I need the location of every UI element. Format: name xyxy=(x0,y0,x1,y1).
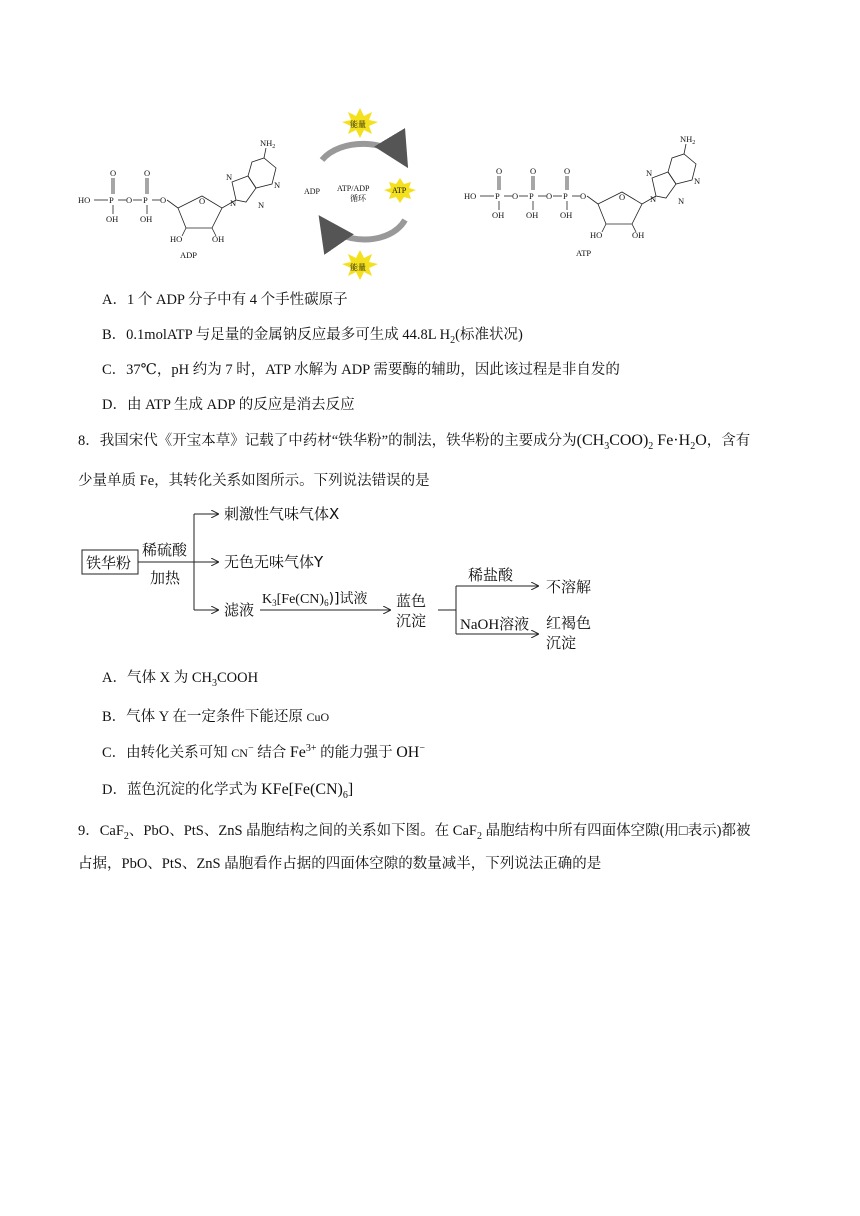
q7-option-b: B．0.1molATP 与足量的金属钠反应最多可生成 44.8L $H_2$(标准状况) xyxy=(102,327,523,346)
adp-oh1: OH xyxy=(106,214,119,224)
atp-molecule xyxy=(480,144,696,232)
adp-n7: N xyxy=(226,172,233,182)
atp-o3: O xyxy=(564,166,571,176)
adp-o2: O xyxy=(144,168,151,178)
atp-adp-figure xyxy=(60,108,780,280)
q8-stem-line1: 8．我国宋代《开宝本草》记载了中药材“铁华粉”的制法，铁华粉的主要成分为$(CH_3COO)_2$ $Fe\cdot H_2O$，含有 xyxy=(78,432,751,453)
adp-n1: N xyxy=(274,180,281,190)
flow-out-x: 刺激性气味气体X xyxy=(224,505,340,523)
atp-o2: O xyxy=(530,166,537,176)
atp-ring-o: O xyxy=(619,192,626,202)
adp-n9: N xyxy=(230,198,237,208)
atp-o-bridge1: O xyxy=(512,191,519,201)
atp-p3: P xyxy=(563,191,568,201)
q7-option-d: D．由 ATP 生成 ADP 的反应是消去反应 xyxy=(102,397,355,413)
flow-naoh: NaOH溶液 xyxy=(460,617,530,633)
energy-top-label: 能量 xyxy=(350,120,366,129)
flow-hcl: 稀盐酸 xyxy=(468,566,514,584)
cycle-adp-label: ADP xyxy=(304,187,321,196)
q8-option-d: D．蓝色沉淀的化学式为 $KFe[Fe(CN)_6]$ xyxy=(102,781,354,802)
atp-ring-ho: HO xyxy=(590,230,603,240)
adp-oh2: OH xyxy=(140,214,153,224)
adp-ho: HO xyxy=(78,195,91,205)
flow-filtrate: 滤液 xyxy=(224,601,255,619)
adp-o3: O xyxy=(160,195,167,205)
cycle-atp-label: ATP xyxy=(392,186,407,195)
atp-oh2: OH xyxy=(526,210,539,220)
adp-o-bridge: O xyxy=(126,195,133,205)
atp-n7: N xyxy=(646,168,653,178)
atp-ring-oh: OH xyxy=(632,230,645,240)
flow-k3-reagent: $K_3[Fe(CN)_6)$]试液 xyxy=(262,591,368,608)
q8-option-a: A．气体 X 为 $CH_3COOH$ xyxy=(102,670,259,689)
adp-o1: O xyxy=(110,168,117,178)
atp-o1: O xyxy=(496,166,503,176)
atp-o4: O xyxy=(580,191,587,201)
adp-ring-oh: OH xyxy=(212,234,225,244)
cycle-center-1: ATP/ADP xyxy=(337,184,370,193)
flow-insoluble: 不溶解 xyxy=(546,578,592,596)
atp-n1: N xyxy=(694,176,701,186)
atp-n3: N xyxy=(678,196,685,206)
flow-out-y: 无色无味气体Y xyxy=(224,553,324,571)
adp-molecule xyxy=(94,148,276,236)
adp-ring-ho: HO xyxy=(170,234,183,244)
adp-nh2: $NH_2$ xyxy=(260,138,276,150)
atp-n9: N xyxy=(650,194,657,204)
atp-nh2: $NH_2$ xyxy=(680,134,696,146)
q7-option-a: A．1 个 ADP 分子中有 4 个手性碳原子 xyxy=(102,292,348,308)
atp-o-bridge2: O xyxy=(546,191,553,201)
flow-red-2: 沉淀 xyxy=(546,634,577,652)
flow-blue-2: 沉淀 xyxy=(396,612,427,630)
q9-stem-line1: 9．CaF$_2$、PbO、PtS、ZnS 晶胞结构之间的关系如下图。在 CaF$_2$ 晶胞结构中所有四面体空隙(用□表示)都被 xyxy=(78,823,751,842)
atp-p1: P xyxy=(495,191,500,201)
adp-n3: N xyxy=(258,200,265,210)
atp-oh1: OH xyxy=(492,210,505,220)
flow-blue-1: 蓝色 xyxy=(396,592,427,610)
adp-caption: ADP xyxy=(180,250,198,260)
adp-ring-o: O xyxy=(199,196,206,206)
flow-reagent-2: 加热 xyxy=(150,569,181,587)
q8-option-b: B．气体 Y 在一定条件下能还原 CuO xyxy=(102,709,330,725)
q7-option-c: C．37℃，pH 约为 7 时，ATP 水解为 ADP 需要酶的辅助，因此该过程是非自发的 xyxy=(102,362,620,378)
flow-reagent-1: 稀硫酸 xyxy=(142,541,188,559)
q8-flow-diagram xyxy=(76,500,636,658)
atp-oh3: OH xyxy=(560,210,573,220)
flow-start: 铁华粉 xyxy=(86,554,132,572)
atp-caption: ATP xyxy=(576,248,592,258)
adp-p1: P xyxy=(109,195,114,205)
q8-stem-line2: 少量单质 Fe，其转化关系如图所示。下列说法错误的是 xyxy=(78,473,430,489)
flow-red-1: 红褐色 xyxy=(546,614,592,632)
cycle-center-2: 循环 xyxy=(350,194,366,203)
adp-p2: P xyxy=(143,195,148,205)
q8-option-c: C．由转化关系可知 CN− 结合 $Fe^{3+}$ 的能力强于 OH− xyxy=(102,743,425,761)
atp-ho: HO xyxy=(464,191,477,201)
atp-p2: P xyxy=(529,191,534,201)
energy-bottom-label: 能量 xyxy=(350,263,366,272)
q9-stem-line2: 占据，PbO、PtS、ZnS 晶胞看作占据的四面体空隙的数量减半，下列说法正确的是 xyxy=(78,856,602,872)
